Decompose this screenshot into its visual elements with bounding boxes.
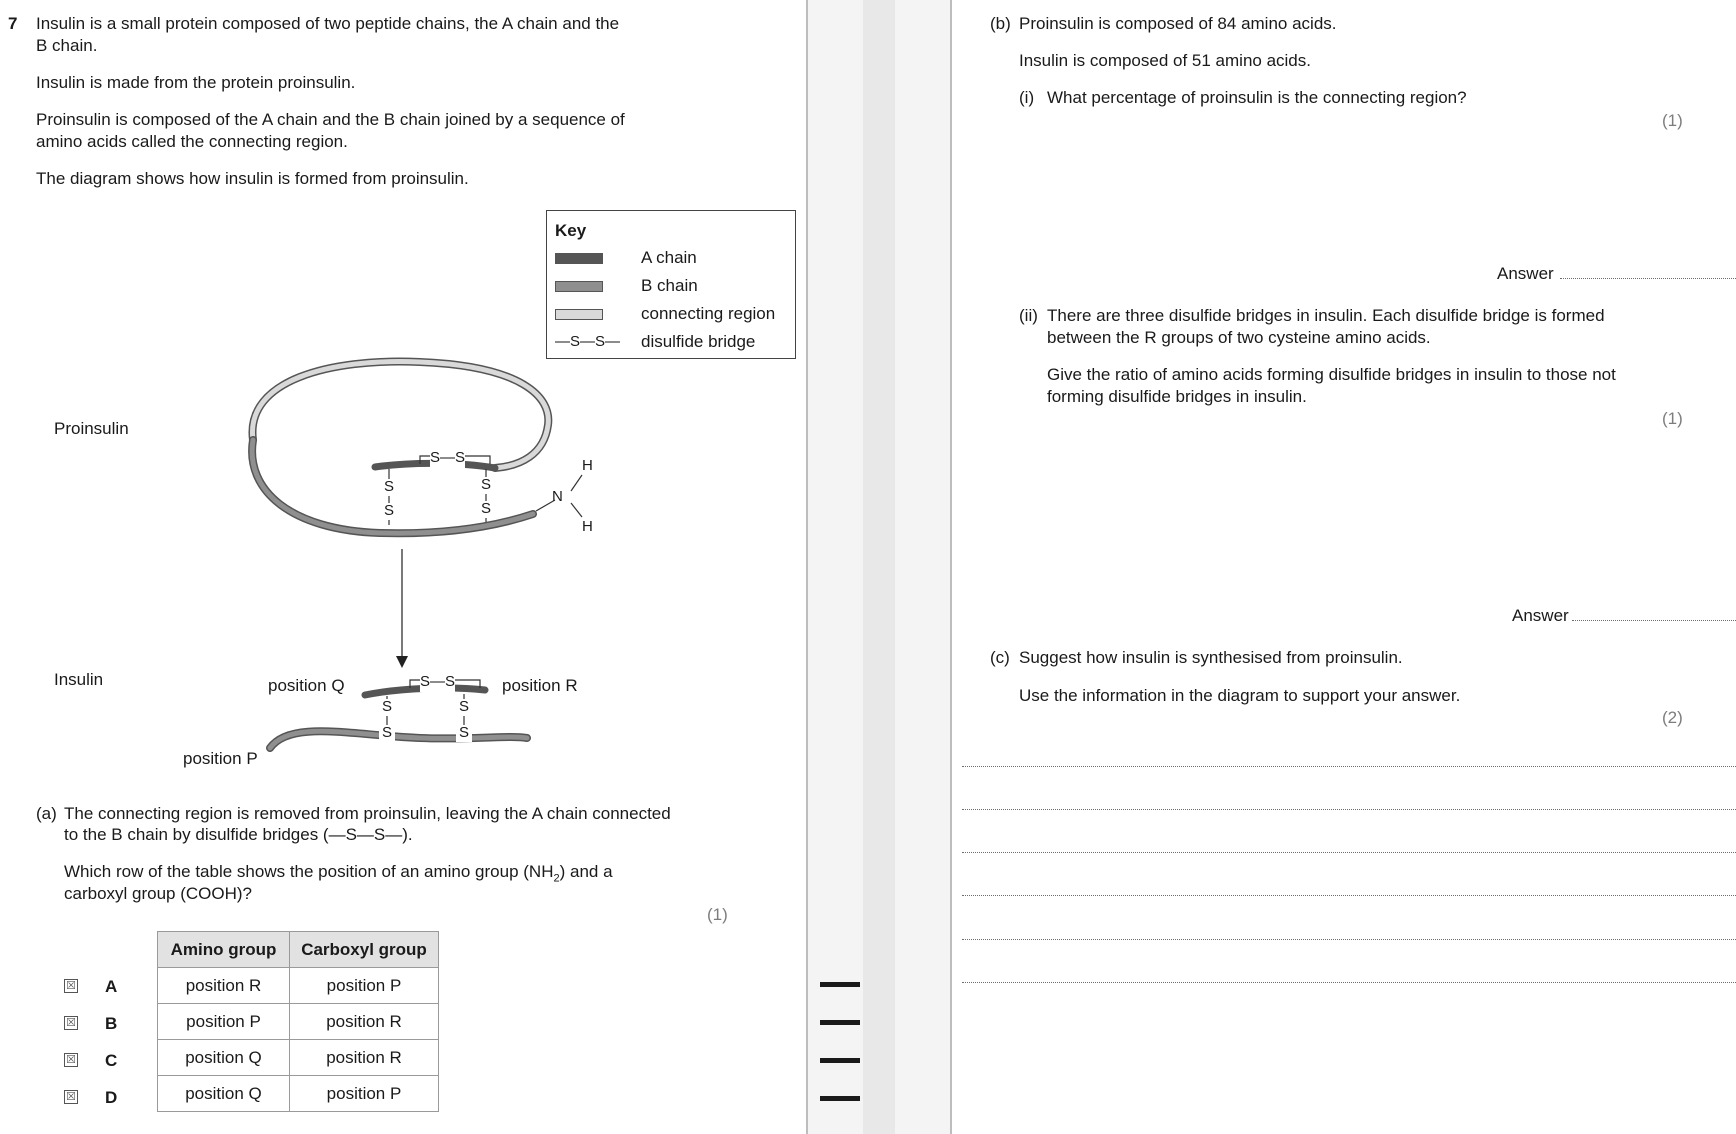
table-row bbox=[158, 968, 439, 1004]
row-a-amino: position R bbox=[158, 968, 290, 1004]
answer-line-1[interactable] bbox=[962, 766, 1736, 767]
answer-2-field[interactable] bbox=[1572, 620, 1736, 621]
margin-tick-4 bbox=[820, 1096, 860, 1101]
key-title: Key bbox=[555, 221, 587, 240]
intro-line-4: Proinsulin is composed of the A chain and the B chain joined by a sequence of bbox=[36, 110, 625, 129]
part-a-line-3: Which row of the table shows the position of an amino group $(NH_2)$ and a bbox=[64, 862, 613, 885]
option-b-letter: B bbox=[105, 1014, 118, 1033]
position-r-label: position R bbox=[502, 676, 578, 695]
answer-line-6[interactable] bbox=[962, 982, 1736, 983]
row-c-carboxyl: position R bbox=[290, 1040, 439, 1076]
proinsulin-label: Proinsulin bbox=[54, 419, 129, 438]
part-bii-line-3: Give the ratio of amino acids forming disulfide bridges in insulin to those not bbox=[1047, 365, 1616, 384]
part-b-line-2: Insulin is composed of 51 amino acids. bbox=[1019, 51, 1311, 70]
insulin-s-3: S bbox=[459, 698, 470, 715]
key-bridge-symbol: —S—S— bbox=[555, 333, 621, 350]
key-disulfide-bridge: disulfide bridge bbox=[641, 332, 756, 351]
proinsulin-s-1: S bbox=[384, 478, 395, 495]
margin-tick-2 bbox=[820, 1020, 860, 1025]
options-table bbox=[157, 931, 439, 1112]
amino-n: N bbox=[552, 488, 563, 505]
key-b-chain: B chain bbox=[641, 276, 698, 295]
row-c-amino: position Q bbox=[158, 1040, 290, 1076]
option-d-letter: D bbox=[105, 1088, 118, 1107]
table-row bbox=[158, 1076, 439, 1112]
part-bii-line-4: forming disulfide bridges in insulin. bbox=[1047, 387, 1307, 406]
part-a-line-4: carboxyl group (COOH)? bbox=[64, 884, 253, 903]
proinsulin-s-4: S bbox=[481, 500, 492, 517]
option-c-letter: C bbox=[105, 1051, 118, 1070]
part-bii-line-1: There are three disulfide bridges in insulin. Each disulfide bridge is formed bbox=[1047, 306, 1605, 325]
part-bi-marks: (1) bbox=[1662, 111, 1683, 130]
intro-line-5: amino acids called the connecting region. bbox=[36, 132, 348, 151]
part-b-label: (b) bbox=[990, 14, 1011, 33]
part-c-label: (c) bbox=[990, 648, 1010, 667]
nh-bond-h1 bbox=[571, 475, 582, 491]
answer-1-field[interactable] bbox=[1560, 278, 1736, 279]
header-amino-group: Amino group bbox=[158, 932, 290, 968]
insulin-s-4: S bbox=[459, 724, 470, 741]
part-bii-line-2: between the R groups of two cysteine amino acids. bbox=[1047, 328, 1431, 347]
insulin-ss-label: S—S bbox=[420, 673, 456, 690]
part-c-line-1: Suggest how insulin is synthesised from proinsulin. bbox=[1019, 648, 1403, 667]
table-row bbox=[158, 1040, 439, 1076]
answer-line-5[interactable] bbox=[962, 939, 1736, 940]
row-b-carboxyl: position R bbox=[290, 1004, 439, 1040]
row-d-carboxyl: position P bbox=[290, 1076, 439, 1112]
table-header-row bbox=[158, 932, 439, 968]
header-carboxyl-group: Carboxyl group bbox=[290, 932, 439, 968]
key-a-chain: A chain bbox=[641, 248, 697, 267]
nh-bond-h2 bbox=[571, 503, 582, 517]
part-a-line-1: The connecting region is removed from proinsulin, leaving the A chain connected bbox=[64, 804, 671, 823]
part-c-line-2: Use the information in the diagram to support your answer. bbox=[1019, 686, 1461, 705]
answer-1-label: Answer bbox=[1497, 264, 1554, 283]
row-d-amino: position Q bbox=[158, 1076, 290, 1112]
part-bi-text: What percentage of proinsulin is the connecting region? bbox=[1047, 88, 1467, 107]
answer-line-4[interactable] bbox=[962, 895, 1736, 896]
amino-h-top: H bbox=[582, 457, 593, 474]
proinsulin-s-3: S bbox=[481, 476, 492, 493]
proinsulin-ss-label: S—S bbox=[430, 449, 466, 466]
page-divider-right bbox=[950, 0, 952, 1134]
table-row bbox=[158, 1004, 439, 1040]
row-b-amino: position P bbox=[158, 1004, 290, 1040]
part-a-label: (a) bbox=[36, 804, 57, 823]
intro-line-3: Insulin is made from the protein proinsulin. bbox=[36, 73, 356, 92]
part-bi-label: (i) bbox=[1019, 88, 1035, 107]
insulin-label: Insulin bbox=[54, 670, 104, 689]
option-b-checkbox[interactable]: ☒ bbox=[64, 1016, 78, 1030]
margin-tick-3 bbox=[820, 1058, 860, 1063]
part-bii-label: (ii) bbox=[1019, 306, 1038, 325]
margin-tick-1 bbox=[820, 982, 860, 987]
position-p-label: position P bbox=[183, 749, 258, 768]
option-d-checkbox[interactable]: ☒ bbox=[64, 1090, 78, 1104]
answer-line-2[interactable] bbox=[962, 809, 1736, 810]
key-connecting-region: connecting region bbox=[641, 304, 776, 323]
amino-h-bottom: H bbox=[582, 518, 593, 535]
answer-2-label: Answer bbox=[1512, 606, 1569, 625]
option-c-checkbox[interactable]: ☒ bbox=[64, 1053, 78, 1067]
row-a-carboxyl: position P bbox=[290, 968, 439, 1004]
proinsulin-s-2: S bbox=[384, 502, 395, 519]
transform-arrow-head bbox=[396, 656, 408, 668]
insulin-diagram bbox=[0, 0, 800, 780]
position-q-label: position Q bbox=[268, 676, 345, 695]
intro-line-2: B chain. bbox=[36, 36, 98, 55]
part-a-marks: (1) bbox=[707, 905, 728, 924]
page-gutter bbox=[808, 0, 950, 1134]
intro-line-1: Insulin is a small protein composed of two peptide chains, the A chain and the bbox=[36, 14, 620, 33]
option-a-checkbox[interactable]: ☒ bbox=[64, 979, 78, 993]
connecting-region-loop bbox=[252, 362, 548, 468]
intro-line-6: The diagram shows how insulin is formed from proinsulin. bbox=[36, 169, 469, 188]
part-b-line-1: Proinsulin is composed of 84 amino acids. bbox=[1019, 14, 1337, 33]
insulin-s-2: S bbox=[382, 724, 393, 741]
answer-line-3[interactable] bbox=[962, 852, 1736, 853]
part-bii-marks: (1) bbox=[1662, 409, 1683, 428]
part-c-marks: (2) bbox=[1662, 708, 1683, 727]
insulin-s-1: S bbox=[382, 698, 393, 715]
option-a-letter: A bbox=[105, 977, 118, 996]
question-number: 7 bbox=[8, 14, 18, 33]
part-a-line-2: to the B chain by disulfide bridges (—S—S—). bbox=[64, 825, 413, 844]
